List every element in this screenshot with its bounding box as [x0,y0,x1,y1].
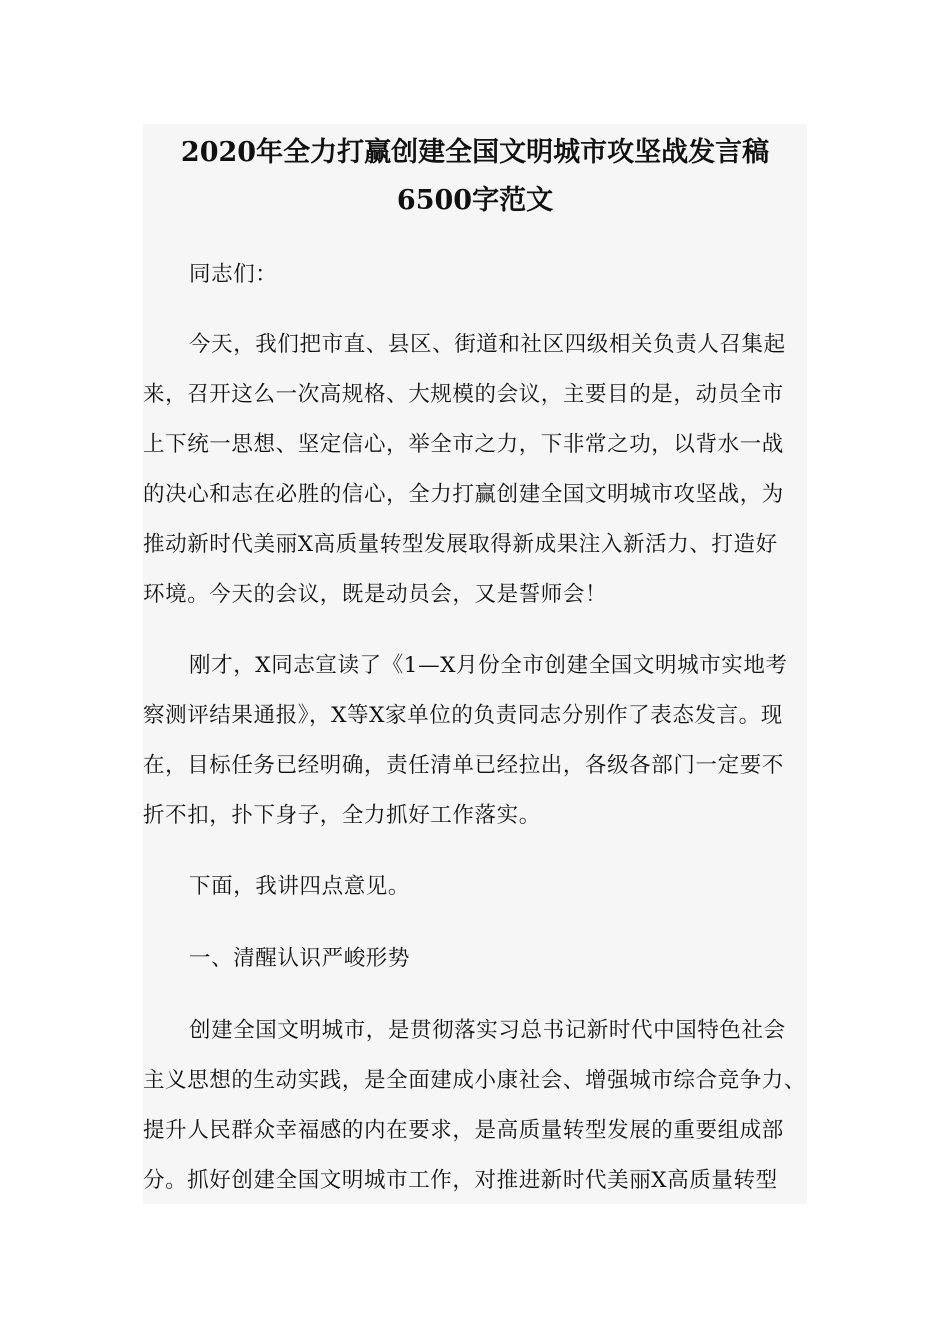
document-title-line-2: 6500字范文 [396,185,554,216]
greeting: 同志们： [189,262,278,287]
paragraph-1-line: 环境。今天的会议，既是动员会，又是誓师会！ [143,582,608,607]
section-1-heading: 一、清醒认识严峻形势 [189,946,411,971]
paragraph-4-line: 提升人民群众幸福感的内在要求，是高质量转型发展的重要组成部 [143,1118,784,1143]
paragraph-1-line: 来，召开这么一次高规格、大规模的会议，主要目的是，动员全市 [143,382,784,407]
paragraph-4-line: 主义思想的生动实践，是全面建成小康社会、增强城市综合竞争力、 [143,1068,807,1093]
paragraph-1-line: 推动新时代美丽X高质量转型发展取得新成果注入新活力、打造好 [143,532,778,557]
paragraph-3: 下面，我讲四点意见。 [189,874,411,899]
paragraph-2-line: 在，目标任务已经明确，责任清单已经拉出，各级各部门一定要不 [143,753,784,778]
document-title-line-1: 2020年全力打赢创建全国文明城市攻坚战发言稿 [180,137,770,168]
paragraph-1-line: 今天，我们把市直、县区、街道和社区四级相关负责人召集起 [189,332,786,357]
paragraph-2-line: 察测评结果通报》，X等X家单位的负责同志分别作了表态发言。现 [143,703,783,728]
paragraph-4-line: 创建全国文明城市，是贯彻落实习总书记新时代中国特色社会 [189,1018,786,1043]
paragraph-2-line: 折不扣，扑下身子，全力抓好工作落实。 [143,803,541,828]
paragraph-1-line: 上下统一思想、坚定信心，举全市之力，下非常之功，以背水一战 [143,432,784,457]
paragraph-1-line: 的决心和志在必胜的信心，全力打赢创建全国文明城市攻坚战，为 [143,482,784,507]
paragraph-2-line: 刚才，X同志宣读了《1—X月份全市创建全国文明城市实地考 [189,653,788,678]
paragraph-4-line: 分。抓好创建全国文明城市工作，对推进新时代美丽X高质量转型 [143,1168,778,1193]
